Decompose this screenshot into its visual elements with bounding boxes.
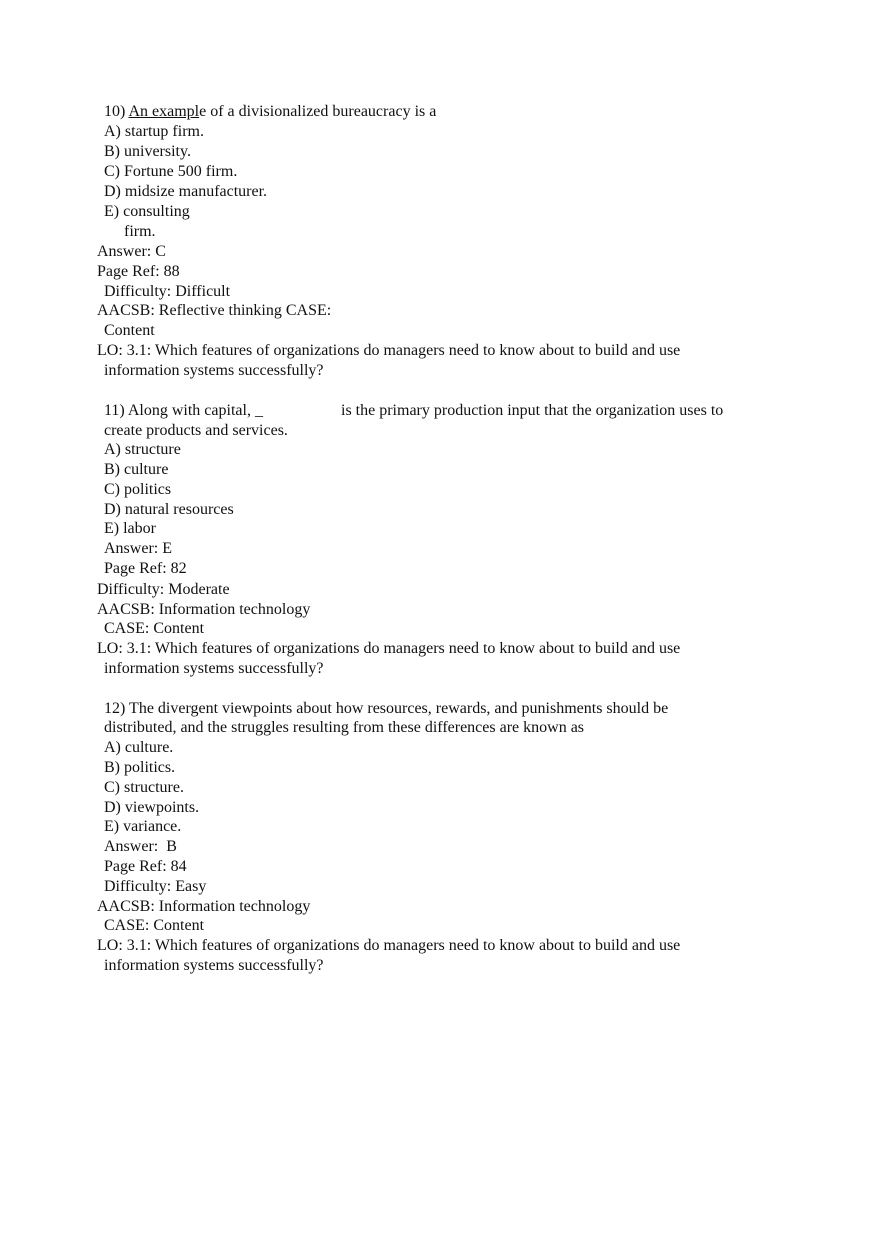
- learning-objective-continued: information systems successfully?: [104, 362, 324, 379]
- option-b: B) politics.: [104, 759, 176, 776]
- option-e: E) variance.: [104, 818, 182, 835]
- option-e: E) consulting: [104, 203, 190, 220]
- option-b: B) university.: [104, 143, 191, 160]
- question-11-stem-start: 11) Along with capital, _: [104, 402, 263, 419]
- aacsb: AACSB: Reflective thinking CASE:: [97, 302, 332, 319]
- aacsb: AACSB: Information technology: [97, 601, 311, 618]
- aacsb: AACSB: Information technology: [97, 898, 311, 915]
- difficulty: Difficulty: Difficult: [104, 283, 231, 300]
- page-ref: Page Ref: 82: [104, 560, 187, 577]
- option-b: B) culture: [104, 461, 169, 478]
- option-c: C) politics: [104, 481, 172, 498]
- difficulty: Difficulty: Moderate: [97, 581, 230, 598]
- case: Content: [104, 322, 155, 339]
- learning-objective: LO: 3.1: Which features of organizations do managers need to know about to build and use: [97, 640, 681, 657]
- learning-objective: LO: 3.1: Which features of organizations do managers need to know about to build and use: [97, 937, 681, 954]
- option-a: A) structure: [104, 441, 181, 458]
- difficulty: Difficulty: Easy: [104, 878, 207, 895]
- option-e-continued: firm.: [124, 223, 156, 240]
- option-d: D) natural resources: [104, 501, 234, 518]
- question-10-stem: [104, 102, 436, 122]
- option-c: C) Fortune 500 firm.: [104, 163, 238, 180]
- question-number: 10): [104, 103, 129, 120]
- answer: Answer: B: [104, 838, 177, 855]
- option-e: E) labor: [104, 520, 156, 537]
- option-c: C) structure.: [104, 779, 184, 796]
- learning-objective: LO: 3.1: Which features of organizations do managers need to know about to build and use: [97, 342, 681, 359]
- option-a: A) startup firm.: [104, 123, 204, 140]
- case: CASE: Content: [104, 620, 205, 637]
- option-d: D) viewpoints.: [104, 799, 200, 816]
- page-ref: Page Ref: 88: [97, 263, 180, 280]
- question-11-stem-continued: create products and services.: [104, 422, 288, 439]
- question-text: e of a divisionalized bureaucracy is a: [199, 103, 437, 120]
- question-11-stem-end: is the primary production input that the organization uses to: [341, 402, 724, 419]
- learning-objective-continued: information systems successfully?: [104, 660, 324, 677]
- page-ref: Page Ref: 84: [104, 858, 187, 875]
- underlined-text: An exampl: [128, 103, 200, 120]
- learning-objective-continued: information systems successfully?: [104, 957, 324, 974]
- question-12-stem-continued: distributed, and the struggles resulting from these differences are known as: [104, 719, 585, 736]
- answer: Answer: E: [104, 540, 172, 557]
- option-a: A) culture.: [104, 739, 174, 756]
- option-d: D) midsize manufacturer.: [104, 183, 268, 200]
- answer: Answer: C: [97, 243, 166, 260]
- question-12-stem: 12) The divergent viewpoints about how resources, rewards, and punishments should be: [104, 700, 669, 717]
- case: CASE: Content: [104, 917, 205, 934]
